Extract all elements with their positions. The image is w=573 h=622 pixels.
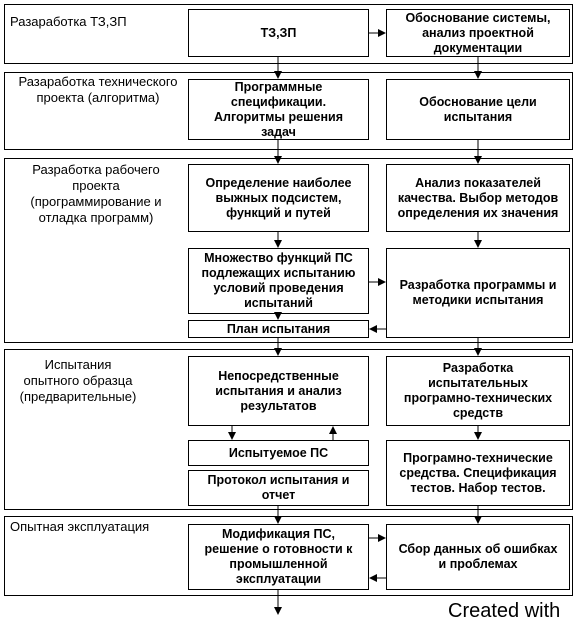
box-test-tools-spec: Програмно-технические средства. Спецификация тестов. Набор тестов.: [386, 440, 570, 506]
stage-label-tz: Разаработка ТЗ,ЗП: [10, 14, 127, 29]
box-protocol: Протокол испытания и отчет: [188, 470, 369, 506]
box-system-justification: Обоснование системы, анализ проектной документации: [386, 9, 570, 57]
box-tz: ТЗ,ЗП: [188, 9, 369, 57]
box-define-subsystems: Определение наиболее выжных подсистем, функций и путей: [188, 164, 369, 232]
box-test-goal: Обоснование цели испытания: [386, 79, 570, 140]
box-quality-analysis: Анализ показателей качества. Выбор методов определения их значения: [386, 164, 570, 232]
box-program-methods: Разработка программы и методики испытания: [386, 248, 570, 338]
stage-label-operation: Опытная эксплуатация: [10, 519, 150, 534]
box-test-tools-dev: Разработка испытательных програмно-технических средств: [386, 356, 570, 426]
box-direct-tests: Непосредственные испытания и анализ результатов: [188, 356, 369, 426]
box-tested-ps: Испытуемое ПС: [188, 440, 369, 466]
watermark-text: Created with: [448, 600, 561, 622]
stage-label-testing: Испытания опытного образца (предварительные): [19, 357, 137, 404]
box-function-set: Множество функций ПС подлежащих испытанию условий проведения испытаний: [188, 248, 369, 314]
box-modification: Модификация ПС, решение о готовности к промышленной эксплуатации: [188, 524, 369, 590]
box-test-plan: План испытания: [188, 320, 369, 338]
stage-label-working: Разработка рабочего проекта (программирование и отладка программ): [30, 162, 162, 225]
stage-label-technical: Разаработка технического проекта (алгоритма): [18, 74, 178, 105]
box-program-specs: Программные спецификации. Алгоритмы решения задач: [188, 79, 369, 140]
box-data-collection: Сбор данных об ошибках и проблемах: [386, 524, 570, 590]
